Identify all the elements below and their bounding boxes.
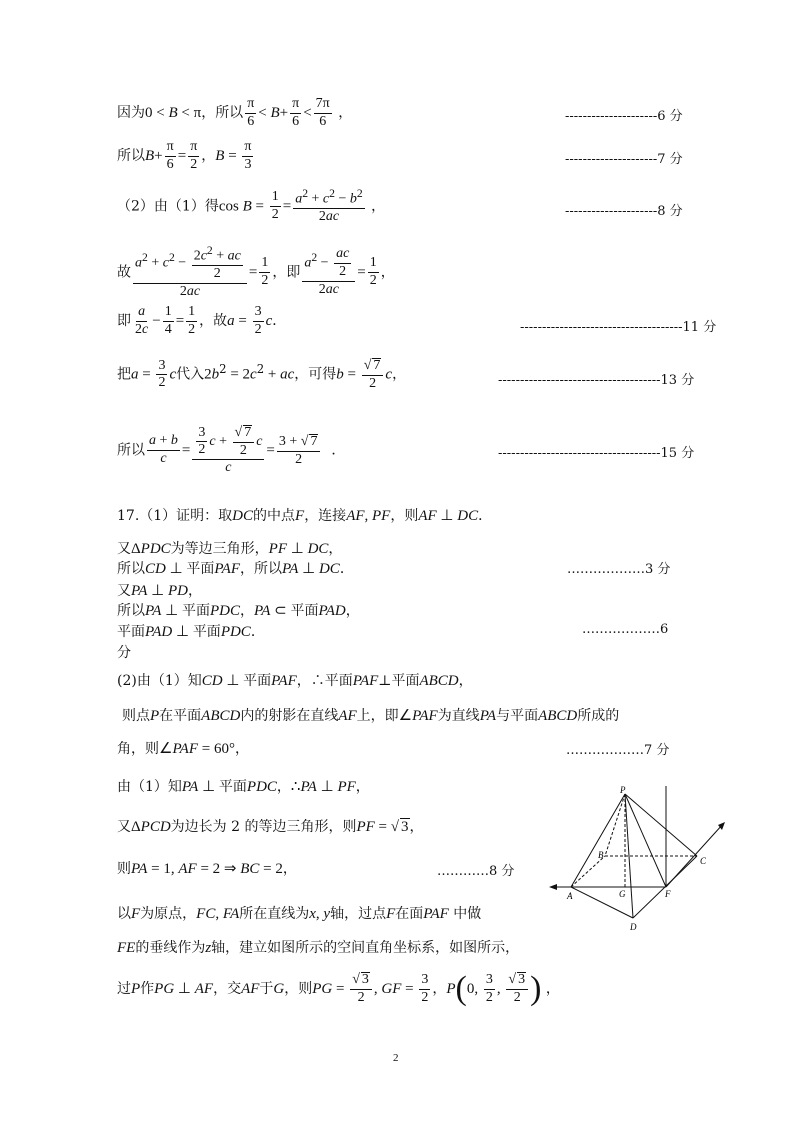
q17-line-12: 则PA = 1, AF = 2 ⇒ BC = 2，: [117, 861, 297, 877]
q17-line-11: 又ΔPCD为边长为 2 的等边三角形，则PF = √ 3，: [117, 819, 424, 835]
line-7: 所以 $\frac{a + b}{c}$ = $\frac{3}{2}$ c + $\frac{√ 7}{2}$ c c = $\frac{3 + √ 7}{2}$ ．: [117, 424, 346, 476]
q17-line-7: (2)由（1）知CD ⊥ 平面PAF，∴平面PAF⊥平面ABCD，: [117, 673, 473, 689]
line-6: 把a = $\frac{3}{2}$ c代入$2b^2 = 2c^2$ + ac，可得b = $\frac{√ 7}{2}$ c，: [117, 357, 407, 391]
line-4: 故 $a^2 + c^2$ − $\frac{2c^2 + ac}{2}$ 2ac = $\frac{1}{2}$ ，即 $a^2$ − $\frac{ac}{2}$ 2ac = $\frac{1}{2}$ ，: [117, 244, 395, 300]
label-b: B: [598, 850, 604, 860]
score-15: -------------------------------------15 分: [498, 446, 695, 461]
label-p: P: [620, 785, 626, 795]
q17-line-1: 17.（1）证明：取DC的中点F，连接AF, PF，则AF ⊥ DC．: [117, 508, 493, 524]
q17-line-4: 又PA ⊥ PD，: [117, 583, 202, 599]
q17-line-3: 所以CD ⊥ 平面PAF，所以PA ⊥ DC．: [117, 561, 354, 577]
q17-line-6: 平面PAD ⊥ 平面PDC．: [117, 624, 265, 640]
label-g: G: [619, 889, 626, 899]
edge-pc: [625, 794, 697, 856]
q17-line-13: 以F为原点，FC, FA所在直线为x, y轴，过点F在面PAF 中做: [117, 906, 482, 922]
score-q17-8: …………8 分: [437, 864, 515, 879]
edge-pa: [571, 794, 625, 887]
label-d: D: [630, 922, 637, 932]
page-number: 2: [393, 1052, 399, 1064]
line-5: 即 $\frac{a}{2c}$ − $\frac{1}{4}$ = $\frac{1}{2}$ ，故a = $\frac{3}{2}$ c．: [117, 304, 287, 337]
score-7: ---------------------7 分: [565, 152, 683, 167]
score-q17-7: ………………7 分: [566, 743, 670, 758]
q17-line-10: 由（1）知PA ⊥ 平面PDC，∴PA ⊥ PF，: [117, 779, 370, 795]
score-q17-6: ………………6: [582, 622, 669, 637]
score-q17-3: ………………3 分: [567, 562, 671, 577]
y-axis-arrow: [549, 884, 557, 890]
q17-line-14: FE的垂线作为z轴，建立如图所示的空间直角坐标系，如图所示，: [117, 940, 520, 956]
label-f: F: [665, 889, 671, 899]
pyramid-figure: [545, 782, 730, 937]
line-2: 所以B+ $\frac{\pi}{6}$ = $\frac{\pi}{2}$ ，B = $\frac{\pi}{3}$: [117, 139, 252, 172]
line-1: 因为0 < B < π，所以 $\frac{\pi}{6}$ < B+ $\frac{\pi}{6}$ < $\frac{7\pi}{6}$ ，: [117, 96, 353, 129]
score-13: -------------------------------------13 分: [498, 373, 695, 388]
line-3: （2）由（1）得cos B = $\frac{1}{2}$ = $\frac{a^2 + c^2 - b^2}{2ac}$ ，: [117, 187, 386, 225]
edge-pb: [605, 794, 625, 856]
edge-ab: [571, 856, 605, 887]
q17-line-8: 则点P在平面ABCD内的射影在直线AF上，即∠PAF为直线PA与平面ABCD所成的: [122, 708, 620, 724]
score-6: ---------------------6 分: [565, 109, 683, 124]
edge-pf: [625, 794, 666, 887]
score-8: ---------------------8 分: [565, 204, 683, 219]
q17-line-5: 所以PA ⊥ 平面PDC，PA ⊂ 平面PAD，: [117, 603, 360, 619]
label-c: C: [700, 856, 707, 866]
label-a: A: [567, 891, 573, 901]
score-11: -------------------------------------11 分: [520, 320, 717, 335]
q17-line-9: 角，则∠PAF = 60°，: [117, 741, 249, 757]
score-q17-6-unit: 分: [117, 645, 131, 661]
q17-line-15: 过P作PG ⊥ AF，交AF于G，则PG = $\frac{√ 3}{2}$ , GF = $\frac{3}{2}$ ，P(0, $\frac{3}{2}$ , $\frac{√ 3}{2}$ ) ，: [117, 970, 560, 1007]
q17-line-2: 又ΔPDC为等边三角形，PF ⊥ DC，: [117, 541, 343, 557]
